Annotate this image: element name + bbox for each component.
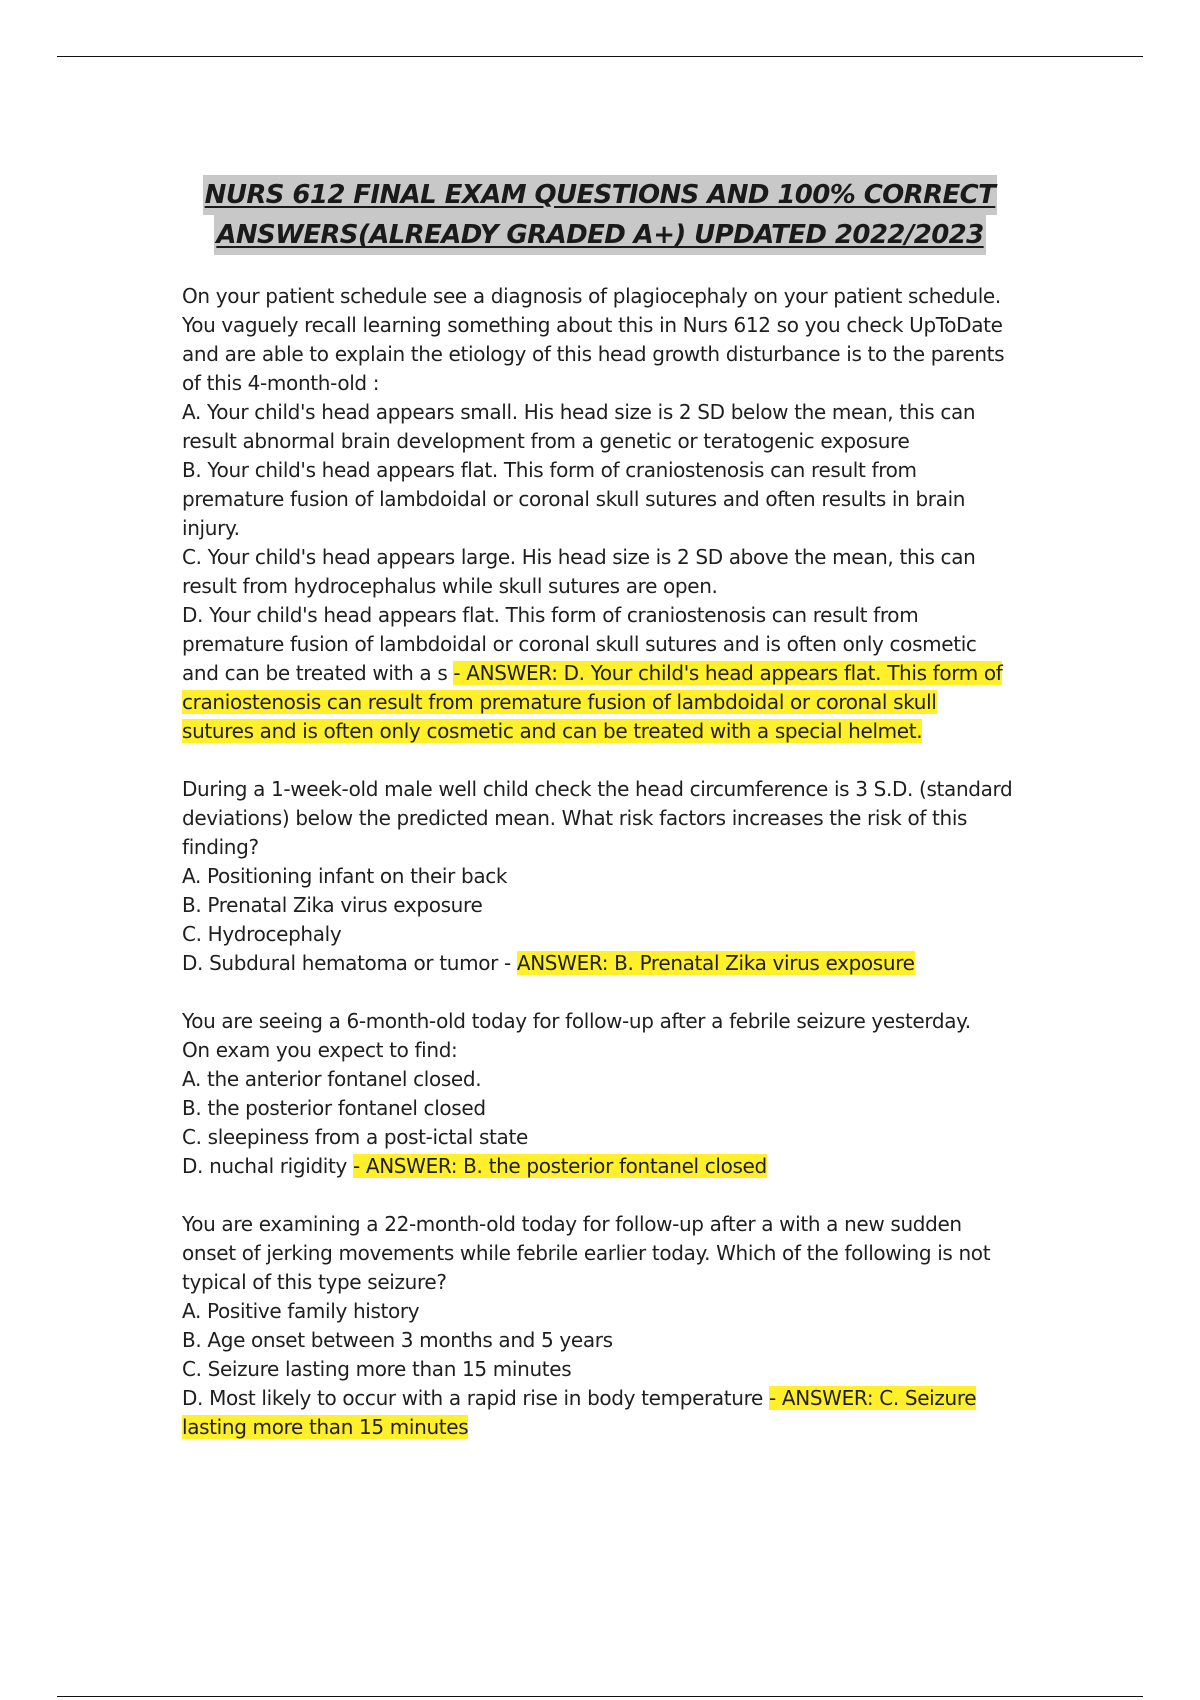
question-4 — [182, 1210, 1027, 1442]
bottom-rule — [57, 1696, 1143, 1697]
option-answer-line — [182, 1152, 1027, 1181]
answer-line — [182, 688, 1027, 717]
option-line: premature fusion of lambdoidal or coronal skull sutures and often results in brain — [182, 487, 966, 511]
answer-line — [182, 1413, 1027, 1442]
option-answer-line — [182, 1384, 1027, 1413]
question-2 — [182, 775, 1027, 978]
option-line: A. Your child's head appears small. His head size is 2 SD below the mean, this can — [182, 400, 976, 424]
question-line: typical of this type seizure? — [182, 1270, 447, 1294]
answer-highlight: lasting more than 15 minutes — [182, 1415, 469, 1439]
option-answer-line — [182, 949, 1027, 978]
question-line: You vaguely recall learning something about this in Nurs 612 so you check UpToDate — [182, 313, 1003, 337]
option-line: A. Positioning infant on their back — [182, 864, 508, 888]
document-title — [120, 175, 1080, 255]
option-line: C. Your child's head appears large. His head size is 2 SD above the mean, this can — [182, 545, 976, 569]
question-line: of this 4-month-old : — [182, 371, 380, 395]
top-rule — [57, 56, 1143, 57]
question-3 — [182, 1007, 1027, 1181]
option-line: result abnormal brain development from a genetic or teratogenic exposure — [182, 429, 910, 453]
question-line: On your patient schedule see a diagnosis of plagiocephaly on your patient schedule. — [182, 284, 1001, 308]
option-text: D. Subdural hematoma or tumor - — [182, 951, 517, 975]
answer-line — [182, 717, 1027, 746]
option-line: C. sleepiness from a post-ictal state — [182, 1125, 528, 1149]
question-line: finding? — [182, 835, 259, 859]
answer-highlight: - ANSWER: C. Seizure — [769, 1386, 977, 1410]
answer-highlight: - ANSWER: B. the posterior fontanel closed — [352, 1154, 767, 1178]
option-line: A. the anterior fontanel closed. — [182, 1067, 482, 1091]
option-text: and can be treated with a s — [182, 661, 454, 685]
question-line: onset of jerking movements while febrile earlier today. Which of the following is not — [182, 1241, 991, 1265]
option-line: premature fusion of lambdoidal or coronal skull sutures and is often only cosmetic — [182, 632, 977, 656]
option-line: C. Hydrocephaly — [182, 922, 342, 946]
question-line: deviations) below the predicted mean. What risk factors increases the risk of this — [182, 806, 968, 830]
answer-highlight: - ANSWER: D. Your child's head appears flat. This form of — [453, 661, 1003, 685]
option-text: D. Most likely to occur with a rapid rise in body temperature — [182, 1386, 770, 1410]
option-line: B. the posterior fontanel closed — [182, 1096, 486, 1120]
answer-highlight: ANSWER: B. Prenatal Zika virus exposure — [516, 951, 915, 975]
title-line-1: NURS 612 FINAL EXAM QUESTIONS AND 100% CORRECT — [203, 175, 998, 215]
answer-highlight: sutures and is often only cosmetic and can be treated with a special helmet. — [182, 719, 923, 743]
question-line: During a 1-week-old male well child check the head circumference is 3 S.D. (standard — [182, 777, 1013, 801]
option-line: injury. — [182, 516, 240, 540]
option-text: D. nuchal rigidity — [182, 1154, 353, 1178]
question-1 — [182, 282, 1027, 746]
title-line-2: ANSWERS(ALREADY GRADED A+) UPDATED 2022/2023 — [214, 215, 985, 255]
option-line: D. Your child's head appears flat. This form of craniostenosis can result from — [182, 603, 919, 627]
option-line: B. Your child's head appears flat. This form of craniostenosis can result from — [182, 458, 917, 482]
question-line: and are able to explain the etiology of this head growth disturbance is to the parents — [182, 342, 1005, 366]
option-line: A. Positive family history — [182, 1299, 420, 1323]
document-body — [182, 282, 1027, 1471]
option-line: B. Prenatal Zika virus exposure — [182, 893, 483, 917]
option-answer-line — [182, 659, 1027, 688]
question-line: You are seeing a 6-month-old today for follow-up after a febrile seizure yesterday. — [182, 1009, 971, 1033]
option-line: result from hydrocephalus while skull sutures are open. — [182, 574, 718, 598]
option-line: B. Age onset between 3 months and 5 years — [182, 1328, 613, 1352]
answer-highlight: craniostenosis can result from premature fusion of lambdoidal or coronal skull — [182, 690, 937, 714]
question-line: You are examining a 22-month-old today for follow-up after a with a new sudden — [182, 1212, 962, 1236]
question-line: On exam you expect to find: — [182, 1038, 458, 1062]
option-line: C. Seizure lasting more than 15 minutes — [182, 1357, 572, 1381]
